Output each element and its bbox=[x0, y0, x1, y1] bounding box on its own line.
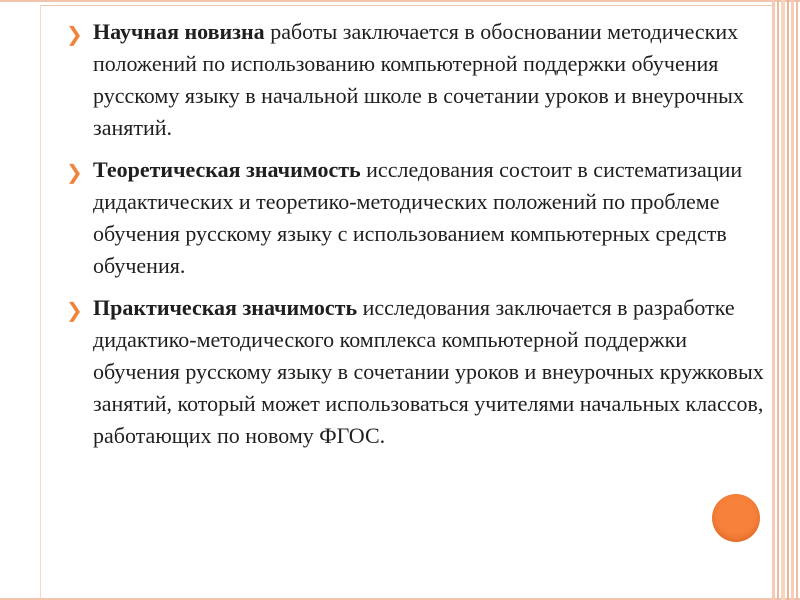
frame-top-line bbox=[0, 0, 800, 2]
frame-left-line bbox=[40, 5, 41, 600]
bullet-heading: Практическая значимость bbox=[93, 295, 358, 320]
bullet-body: исследования заключается в разработке дидактико-методического комплекса компьютерной поддержки обучения русскому языку в сочетании уроков и внеурочных кружковых занятий, который может использоваться учителями начальных классов, работающих по новому ФГОС. bbox=[93, 295, 764, 448]
bullet-arrow-icon: ❯ bbox=[66, 298, 83, 322]
bullet-item-theoretical bbox=[66, 154, 766, 282]
bullet-item-novelty bbox=[66, 16, 766, 144]
bullet-heading: Теоретическая значимость bbox=[93, 157, 361, 182]
bullet-heading: Научная новизна bbox=[93, 19, 265, 44]
orange-circle-decoration bbox=[712, 494, 760, 542]
bullet-arrow-icon: ❯ bbox=[66, 22, 83, 46]
bullet-text bbox=[93, 292, 766, 452]
bullet-text bbox=[93, 16, 766, 144]
right-decorative-border bbox=[772, 0, 800, 600]
bullet-body: работы заключается в обосновании методических положений по использованию компьютерной поддержки обучения русскому языку в начальной школе в сочетании уроков и внеурочных занятий. bbox=[93, 19, 744, 140]
frame-top-line-inner bbox=[40, 5, 772, 6]
bullet-arrow-icon: ❯ bbox=[66, 160, 83, 184]
bullet-item-practical bbox=[66, 292, 766, 452]
bullet-body: исследования состоит в систематизации дидактических и теоретико-методических положений по проблеме обучения русскому языку с использованием компьютерных средств обучения. bbox=[93, 157, 743, 278]
bullet-list bbox=[66, 16, 766, 462]
bullet-text bbox=[93, 154, 766, 282]
